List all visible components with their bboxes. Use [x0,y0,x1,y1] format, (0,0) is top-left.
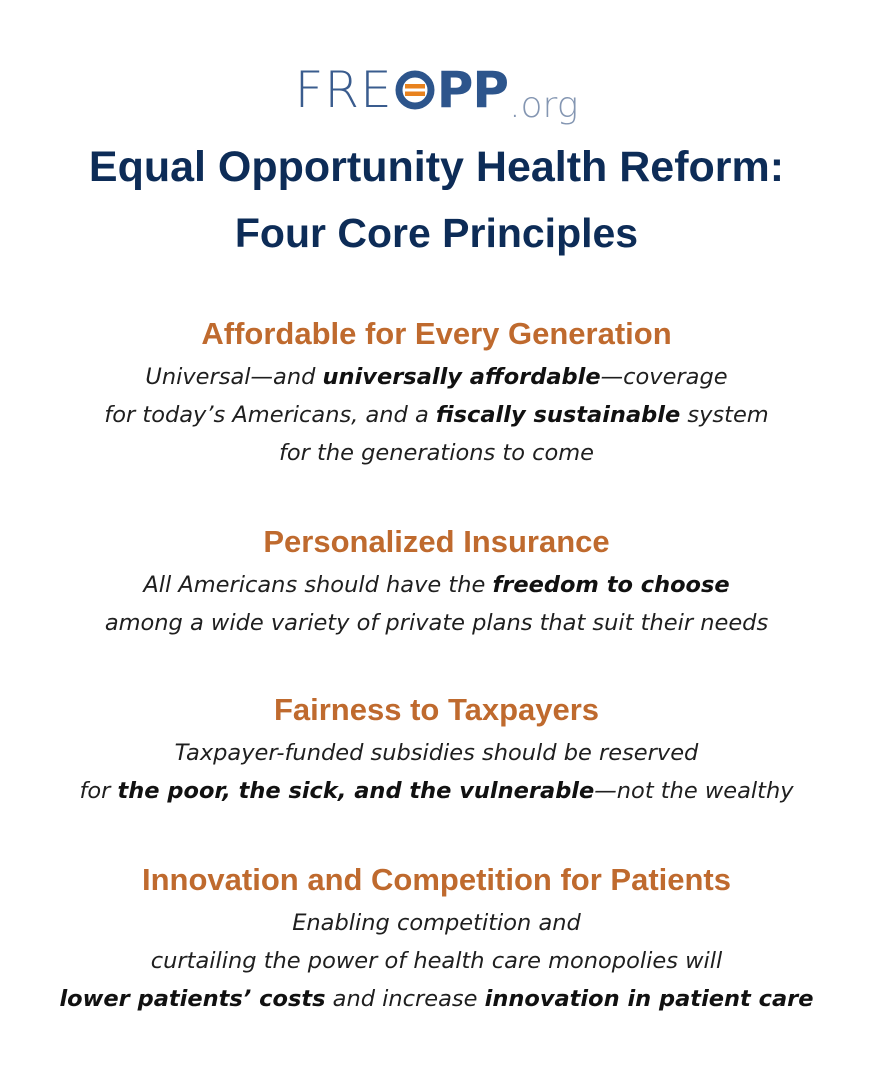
principle-heading: Innovation and Competition for Patients [142,862,731,897]
principle-innovation [0,860,873,1018]
principle-personalized [0,522,873,642]
principle-fairness [0,690,873,810]
logo-text-fre: FRE [294,61,393,119]
page-title: Equal Opportunity Health Reform: [88,143,785,191]
principle-line: Taxpayer-funded subsidies should be reserved [174,740,699,766]
principle-heading: Fairness to Taxpayers [273,692,600,727]
logo-text-org: .org [509,85,579,126]
freopp-logo [0,52,873,126]
principle-heading: Personalized Insurance [263,524,610,559]
page-subtitle: Four Core Principles [234,210,639,256]
principle-line: for the poor, the sick, and the vulnerable—not the wealthy [79,778,794,804]
principle-line: lower patients’ costs and increase innovation in patient care [59,986,814,1012]
principle-line: curtailing the power of health care monopolies will [150,948,723,974]
principle-heading: Affordable for Every Generation [201,316,672,351]
principle-affordable [0,314,873,472]
logo-equal-o-icon [395,70,435,110]
logo-text-pp: PP [436,61,509,119]
principle-line: All Americans should have the freedom to choose [143,572,730,598]
principle-line: Enabling competition and [292,910,581,936]
principle-line: among a wide variety of private plans that suit their needs [104,610,769,636]
principle-line: Universal—and universally affordable—coverage [145,364,728,390]
principle-line: for the generations to come [278,440,595,466]
principle-line: for today’s Americans, and a fiscally sustainable system [104,402,769,428]
